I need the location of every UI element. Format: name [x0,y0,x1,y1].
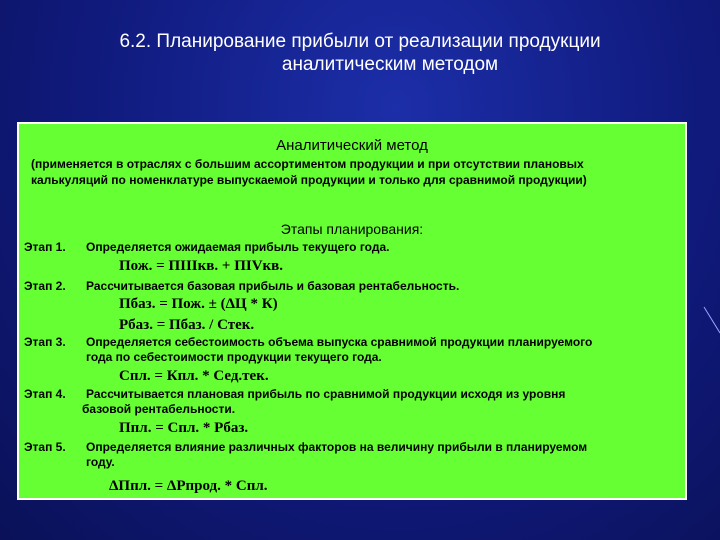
formula-stage-5: ΔПпл. = ΔРпрод. * Спл. [109,478,268,494]
stage-1 [24,240,684,255]
stage-text: Определяется влияние различных факторов на величину прибыли в планируемом [86,440,588,454]
panel-description [31,156,681,188]
stage-text: Определяется себестоимость объема выпуска сравнимой продукции планируемого [86,335,593,349]
stage-label: Этап 2. [24,279,66,293]
stage-text: Рассчитывается базовая прибыль и базовая рентабельность. [86,279,460,293]
formula-stage-4: Ппл. = Спл. * Рбаз. [119,420,249,436]
formula-stage-2-profit: Пбаз. = Пож. ± (ΔЦ * К) [119,296,278,312]
stage-label: Этап 4. [24,387,66,401]
formula-stage-2-profitability: Рбаз. = Пбаз. / Стек. [119,317,255,333]
stage-2 [24,279,684,294]
stage-label: Этап 5. [24,440,66,454]
stage-text-continued: году. [86,455,115,469]
stage-text: Определяется ожидаемая прибыль текущего года. [86,240,390,254]
stage-text-continued: базовой рентабельности. [82,402,236,416]
stage-4 [24,387,684,417]
stage-3 [24,335,684,365]
stages-heading: Этапы планирования: [280,221,424,237]
description-line-1: (применяется в отраслях с большим ассортиментом продукции и при отсутствии плановых [31,157,584,171]
slide-title [60,30,660,76]
formula-stage-3: Спл. = Кпл. * Сед.тек. [119,368,269,384]
formula-stage-1: Пож. = ПIIIкв. + ПIVкв. [119,258,284,274]
stage-label: Этап 1. [24,240,66,254]
title-line-1: 6.2. Планирование прибыли от реализации продукции [119,31,601,52]
title-line-2: аналитическим методом [281,54,499,75]
stage-text-continued: года по себестоимости продукции текущего года. [86,350,382,364]
analytic-method-panel [17,122,687,500]
stage-5 [24,440,684,470]
decorative-line [700,305,720,335]
stage-text: Рассчитывается плановая прибыль по сравнимой продукции исходя из уровня [86,387,566,401]
stage-label: Этап 3. [24,335,66,349]
description-line-2: калькуляций по номенклатуре выпускаемой продукции и только для сравнимой продукции) [31,173,587,187]
panel-heading: Аналитический метод [276,137,428,154]
